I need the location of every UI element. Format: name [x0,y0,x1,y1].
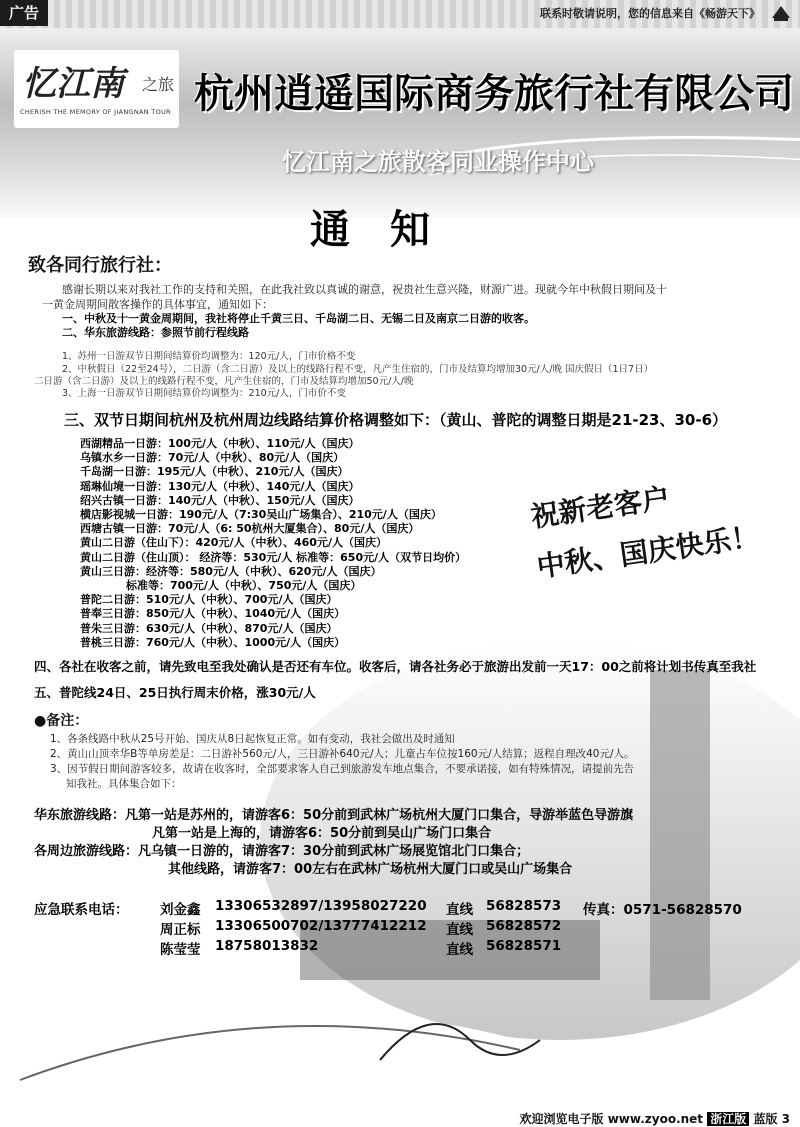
logo-suffix: 之旅 [142,75,175,94]
item-4: 四、各社在收客之前，请先致电至我处确认是否还有车位。收客后，请各社务必于旅游出发前一天17：00之前将计划书传真至我社 [34,659,757,674]
price-item: 标准等：700元/人（中秋）、750元/人（国庆） [80,579,362,593]
small-note: 3、上海一日游双节日期间结算价均调整为：210元/人，门市价不变 [62,388,346,399]
price-item: 千岛湖一日游：195元/人（中秋）、210元/人（国庆） [80,465,349,479]
contact-phones: 13306500702/13777412212 [215,918,427,934]
contact-phones: 18758013832 [215,938,319,954]
footer-url: 欢迎浏览电子版 www.zyoo.net [519,1112,704,1126]
price-item: 普陀二日游：510元/人（中秋）、700元/人（国庆） [80,593,338,607]
route-line: 华东旅游线路：凡第一站是苏州的，请游客6：50分前到武林广场杭州大厦门口集合，导游举蓝色导游旗 [34,808,634,823]
slogan-line: 祝新老客户 [528,481,672,534]
contact-label: 应急联系电话： [34,902,129,918]
price-item: 黄山二日游（住山下）：420元/人（中秋）、460元/人（国庆） [80,536,387,550]
price-item: 普朱三日游：630元/人（中秋）、870元/人（国庆） [80,621,338,635]
contact-line: 56828573 [486,898,562,914]
footer-tag: 浙江版 [707,1112,749,1126]
contact-line: 56828571 [486,938,562,954]
price-item: 横店影视城一日游：190元/人（7:30吴山广场集合）、210元/人（国庆） [80,508,442,522]
item-line: 二、华东旅游线路：参照节前行程线路 [62,326,249,339]
page-number: 3 [781,1112,790,1126]
contact-line-label: 直线 [446,902,473,918]
source-notice: 联系时敬请说明，您的信息来自《畅游天下》 [540,7,760,20]
company-name: 杭州逍遥国际商务旅行社有限公司 [194,71,794,117]
price-item: 绍兴古镇一日游：140元/人（中秋）、150元/人（国庆） [80,493,360,507]
company-subtitle: 忆江南之旅散客同业操作中心 [282,148,594,176]
contact-phones: 13306532897/13958027220 [215,898,427,914]
intro-line: 感谢长期以来对我社工作的支持和关照，在此我社致以真诚的谢意，祝贵社生意兴隆，财源广进。现就今年中秋假日期间及十 [62,283,667,296]
contact-name: 陈莹莹 [160,942,201,958]
route-line: 凡第一站是上海的，请游客6：50分前到吴山广场门口集合 [152,826,492,841]
small-note: 2、中秋假日（22至24号），二日游（含二日游）及以上的线路行程不变，凡产生住宿的，门市及结算均增加30元/人/晚 国庆假日（1日7日） [62,364,654,375]
price-list [80,437,466,650]
contact-line-label: 直线 [446,922,473,938]
note-line: 知我社。具体集合如下： [66,778,182,790]
intro-line: 一黄金周期间散客操作的具体事宜，通知如下： [42,298,273,311]
section-3-heading: 三、双节日期间杭州及杭州周边线路结算价格调整如下：（黄山、普陀的调整日期是21-23、30-6） [64,411,728,429]
note-line: 3、因节假日期间游客较多，故请在收客时，全部要求客人自己到旅游发车地点集合，不要承诺接，如有特殊情况，请提前先告 [50,763,635,775]
price-item: 普桃三日游：760元/人（中秋）、1000元/人（国庆） [80,635,346,649]
contact-line: 56828572 [486,918,562,934]
publication-logo-icon [770,4,792,22]
ad-tag: 广告 [0,0,48,26]
price-item: 瑶琳仙境一日游：130元/人（中秋）、140元/人（国庆） [80,479,360,493]
item-line: 一、中秋及十一黄金周期间，我社将停止千黄三日、千岛湖二日、无锡二日及南京二日游的收客。 [62,312,535,325]
contact-line-label: 直线 [446,942,473,958]
slogan-line: 中秋、国庆快乐！ [534,519,762,584]
small-note: 1、苏州一日游双节日期间结算价均调整为：120元/人，门市价格不变 [62,351,356,362]
contact-name: 周正标 [160,922,201,938]
note-line: 1、各条线路中秋从25号开始、国庆从8日起恢复正常。如有变动，我社会做出及时通知 [50,733,455,745]
price-item: 乌镇水乡一日游：70元/人（中秋）、80元/人（国庆） [80,451,345,465]
footer [520,1110,790,1127]
price-item: 西塘古镇一日游：70元/人（6: 50杭州大厦集合）、80元/人（国庆） [80,522,420,536]
contact-name: 刘金鑫 [160,902,201,918]
route-line: 各周边旅游线路：凡乌镇一日游的，请游客7：30分前到武林广场展览馆北门口集合； [34,844,530,859]
notes-title: ●备注： [34,713,89,729]
contact-fax: 传真：0571-56828570 [583,902,742,918]
logo-english: CHERISH THE MEMORY OF JIANGNAN TOUR [20,108,171,116]
page-title: 通知 [310,207,470,253]
price-item: 西湖精品一日游：100元/人（中秋）、110元/人（国庆） [80,437,360,450]
route-line: 其他线路，请游客7：00左右在武林广场杭州大厦门口或吴山广场集合 [168,862,573,877]
greeting: 致各同行旅行社： [28,255,172,276]
price-item: 黄山二日游（住山顶）： 经济等：530元/人 标准等：650元/人（双节日均价） [80,550,467,564]
price-item: 黄山三日游：经济等：580元/人（中秋）、620元/人（国庆） [80,564,382,578]
logo-script: 忆江南 [22,64,124,104]
note-line: 2、黄山山顶幸华B等单房差是：二日游补560元/人，三日游补640元/人；儿童占车位按160元/人结算；返程自理改40元/人。 [50,748,635,760]
small-note: 二日游（含二日游）及以上的线路行程不变，凡产生住宿的，门市及结算均增加50元/人/晚 [34,376,414,387]
price-item: 普奉三日游：850元/人（中秋）、1040元/人（国庆） [80,607,346,621]
footer-edition: 蓝版 [753,1112,778,1126]
item-5: 五、普陀线24日、25日执行周末价格，涨30元/人 [34,685,316,700]
